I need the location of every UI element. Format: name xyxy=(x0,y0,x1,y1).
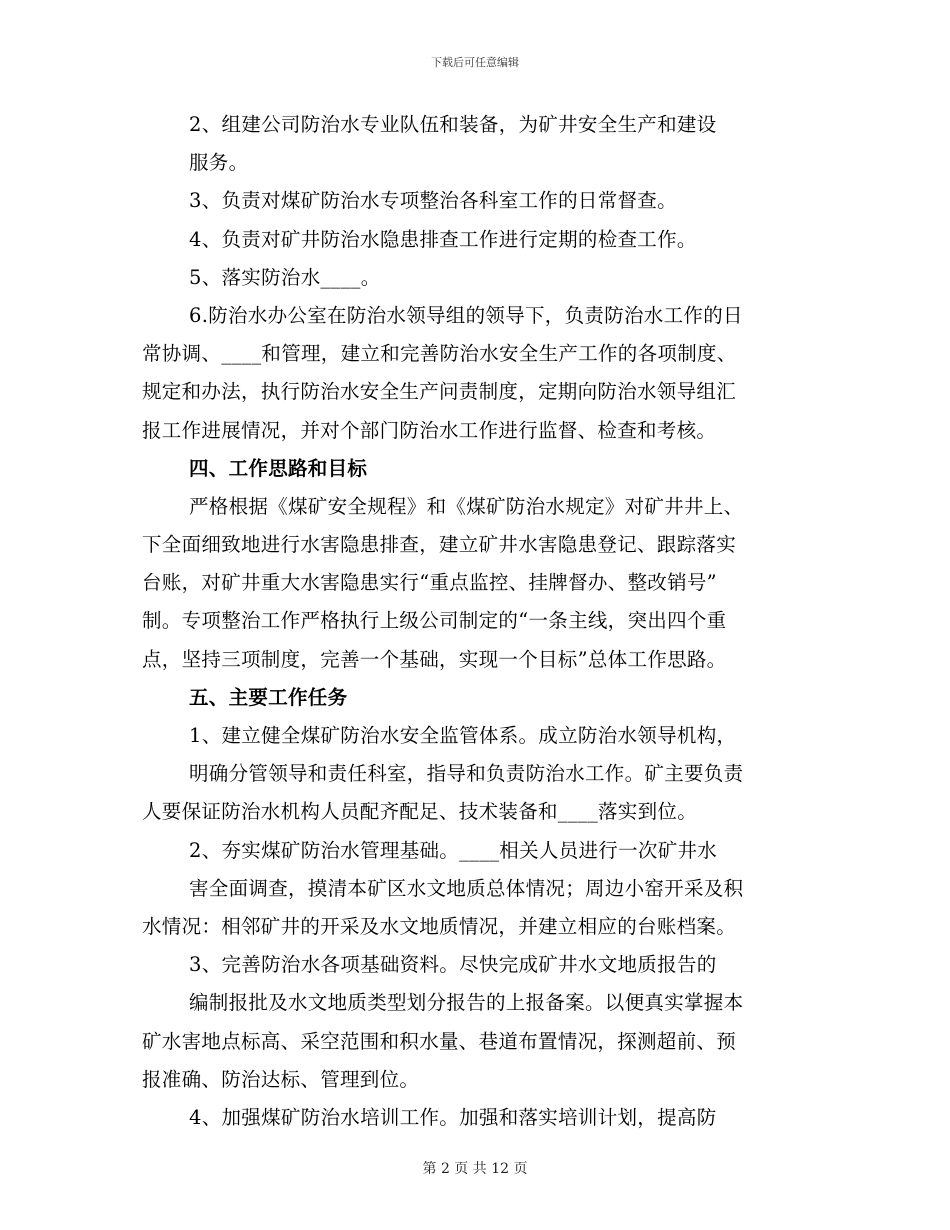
paragraph-line: 3、完善防治水各项基础资料。尽快完成矿井水文地质报告的 xyxy=(189,953,717,977)
paragraph-line: 报准确、防治达标、管理到位。 xyxy=(142,1067,420,1091)
paragraph-line: 矿水害地点标高、采空范围和积水量、巷道布置情况，探测超前、预 xyxy=(142,1029,737,1053)
paragraph-line: 水情况：相邻矿井的开采及水文地质情况，并建立相应的台账档案。 xyxy=(142,914,737,938)
page-number: 第 2 页 共 12 页 xyxy=(422,1161,528,1177)
paragraph-line: 明确分管领导和责任科室，指导和负责防治水工作。矿主要负责 xyxy=(189,762,744,786)
paragraph-line: 严格根据《煤矿安全规程》和《煤矿防治水规定》对矿井井上、 xyxy=(189,494,744,518)
paragraph-line: 点，坚持三项制度，完善一个基础，实现一个目标”总体工作思路。 xyxy=(142,647,727,671)
paragraph-line: 服务。 xyxy=(189,151,249,175)
paragraph-line: 常协调、____和管理，建立和完善防治水安全生产工作的各项制度、 xyxy=(142,342,737,366)
paragraph-line: 规定和办法，执行防治水安全生产问责制度，定期向防治水领导组汇 xyxy=(142,380,737,404)
paragraph-line: 报工作进展情况，并对个部门防治水工作进行监督、检查和考核。 xyxy=(142,418,717,442)
paragraph-line: 制。专项整治工作严格执行上级公司制定的“一条主线，突出四个重 xyxy=(142,609,727,633)
paragraph-line: 3、负责对煤矿防治水专项整治各科室工作的日常督查。 xyxy=(189,189,677,213)
paragraph-line: 4、负责对矿井防治水隐患排查工作进行定期的检查工作。 xyxy=(189,227,697,251)
section-heading: 四、工作思路和目标 xyxy=(189,456,368,480)
section-heading: 五、主要工作任务 xyxy=(189,685,348,709)
download-note: 下载后可任意编辑 xyxy=(431,56,519,69)
paragraph-line: 编制报批及水文地质类型划分报告的上报备案。以便真实掌握本 xyxy=(189,991,744,1015)
paragraph-line: 2、夯实煤矿防治水管理基础。____相关人员进行一次矿井水 xyxy=(189,838,718,862)
paragraph-line: 1、建立健全煤矿防治水安全监管体系。成立防治水领导机构， xyxy=(189,724,737,747)
paragraph-line: 人要保证防治水机构人员配齐配足、技术装备和____落实到位。 xyxy=(142,800,697,824)
paragraph-line: 台账，对矿井重大水害隐患实行“重点监控、挂牌督办、整改销号” xyxy=(142,571,717,595)
paragraph-line: 4、加强煤矿防治水培训工作。加强和落实培训计划，提高防 xyxy=(189,1105,717,1129)
document-body xyxy=(142,106,802,1137)
paragraph-line: 下全面细致地进行水害隐患排查，建立矿井水害隐患登记、跟踪落实 xyxy=(142,533,737,557)
paragraph-line: 5、落实防治水____。 xyxy=(189,265,381,289)
paragraph-line: 6.防治水办公室在防治水领导组的领导下，负责防治水工作的日 xyxy=(189,303,743,327)
paragraph-line: 害全面调查，摸清本矿区水文地质总体情况；周边小窑开采及积 xyxy=(189,876,744,900)
paragraph-line: 2、组建公司防治水专业队伍和装备，为矿井安全生产和建设 xyxy=(189,113,717,136)
